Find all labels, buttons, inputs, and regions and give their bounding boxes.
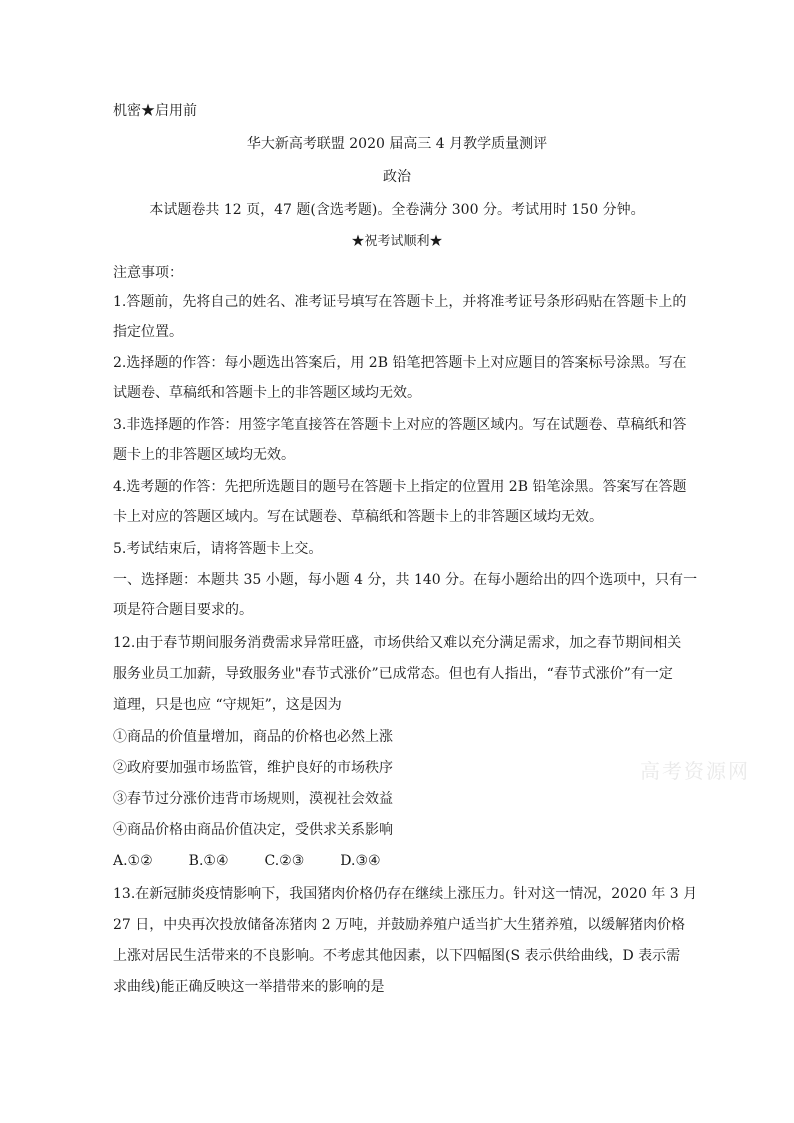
exam-title: 华大新高考联盟 2020 届高三 4 月教学质量测评 bbox=[246, 136, 548, 152]
q12-line-1: 12.由于春节期间服务消费需求异常旺盛，市场供给又难以充分满足需求，加之春节期间相关 bbox=[113, 635, 682, 651]
q12-option-a: A.①② bbox=[113, 853, 153, 869]
notice-item-3-line-1: 3.非选择题的作答：用签字笔直接答在答题卡上对应的答题区域内。写在试题卷、草稿纸和答 bbox=[113, 417, 687, 433]
good-luck-line: ★祝考试顺利★ bbox=[351, 234, 443, 249]
notice-item-1-line-1: 1.答题前，先将自己的姓名、准考证号填写在答题卡上，并将准考证号条形码贴在答题卡上的 bbox=[113, 294, 687, 310]
watermark-text: 高考资源网 bbox=[640, 759, 750, 783]
q12-options bbox=[113, 852, 381, 870]
notice-heading: 注意事项： bbox=[113, 265, 183, 281]
notice-item-3-line-2: 题卡上的非答题区域均无效。 bbox=[113, 447, 295, 463]
exam-summary: 本试题卷共 12 页，47 题(含选考题)。全卷满分 300 分。考试用时 150 分钟。 bbox=[149, 202, 645, 218]
q12-statement-3: ③春节过分涨价违背市场规则，漠视社会效益 bbox=[113, 791, 393, 807]
notice-item-2-line-2: 试题卷、草稿纸和答题卡上的非答题区域均无效。 bbox=[113, 385, 421, 401]
notice-item-4-line-2: 卡上对应的答题区域内。写在试题卷、草稿纸和答题卡上的非答题区域均无效。 bbox=[113, 509, 603, 525]
secret-mark: 机密★启用前 bbox=[113, 103, 197, 119]
notice-item-1-line-2: 指定位置。 bbox=[113, 324, 183, 340]
section-1-line-2: 项是符合题目要求的。 bbox=[113, 602, 253, 618]
q12-option-d: D.③④ bbox=[340, 853, 381, 869]
q12-option-b: B.①④ bbox=[188, 853, 229, 869]
q13-line-2: 27 日，中央再次投放储备冻猪肉 2 万吨，并鼓励养殖户适当扩大生猪养殖，以缓解猪肉价格 bbox=[113, 917, 686, 933]
q12-statement-2: ②政府要加强市场监管，维护良好的市场秩序 bbox=[113, 760, 393, 776]
q12-option-c: C.②③ bbox=[264, 853, 305, 869]
q13-line-3: 上涨对居民生活带来的不良影响。不考虑其他因素，以下四幅图(S 表示供给曲线，D 表示需 bbox=[113, 948, 681, 964]
q12-line-2: 服务业员工加薪，导致服务业"春节式涨价”已成常态。但也有人指出，“春节式涨价”有一定 bbox=[113, 666, 673, 682]
q12-statement-4: ④商品价格由商品价值决定，受供求关系影响 bbox=[113, 822, 393, 838]
q13-line-4: 求曲线)能正确反映这一举措带来的影响的是 bbox=[113, 979, 385, 995]
q13-line-1: 13.在新冠肺炎疫情影响下，我国猪肉价格仍存在继续上涨压力。针对这一情况，2020 年 3 月 bbox=[113, 886, 698, 902]
subject-title: 政治 bbox=[383, 169, 411, 185]
notice-item-5: 5.考试结束后，请将答题卡上交。 bbox=[113, 541, 323, 557]
q12-statement-1: ①商品的价值量增加，商品的价格也必然上涨 bbox=[113, 729, 393, 745]
notice-item-2-line-1: 2.选择题的作答：每小题选出答案后，用 2B 铅笔把答题卡上对应题目的答案标号涂黑。写在 bbox=[113, 355, 687, 371]
notice-item-4-line-1: 4.选考题的作答：先把所选题目的题号在答题卡上指定的位置用 2B 铅笔涂黑。答案写在答题 bbox=[113, 479, 687, 495]
section-1-line-1: 一、选择题：本题共 35 小题，每小题 4 分，共 140 分。在每小题给出的四个选项中，只有一 bbox=[113, 572, 698, 588]
q12-line-3: 道理，只是也应 “守规矩”，这是因为 bbox=[113, 697, 342, 713]
